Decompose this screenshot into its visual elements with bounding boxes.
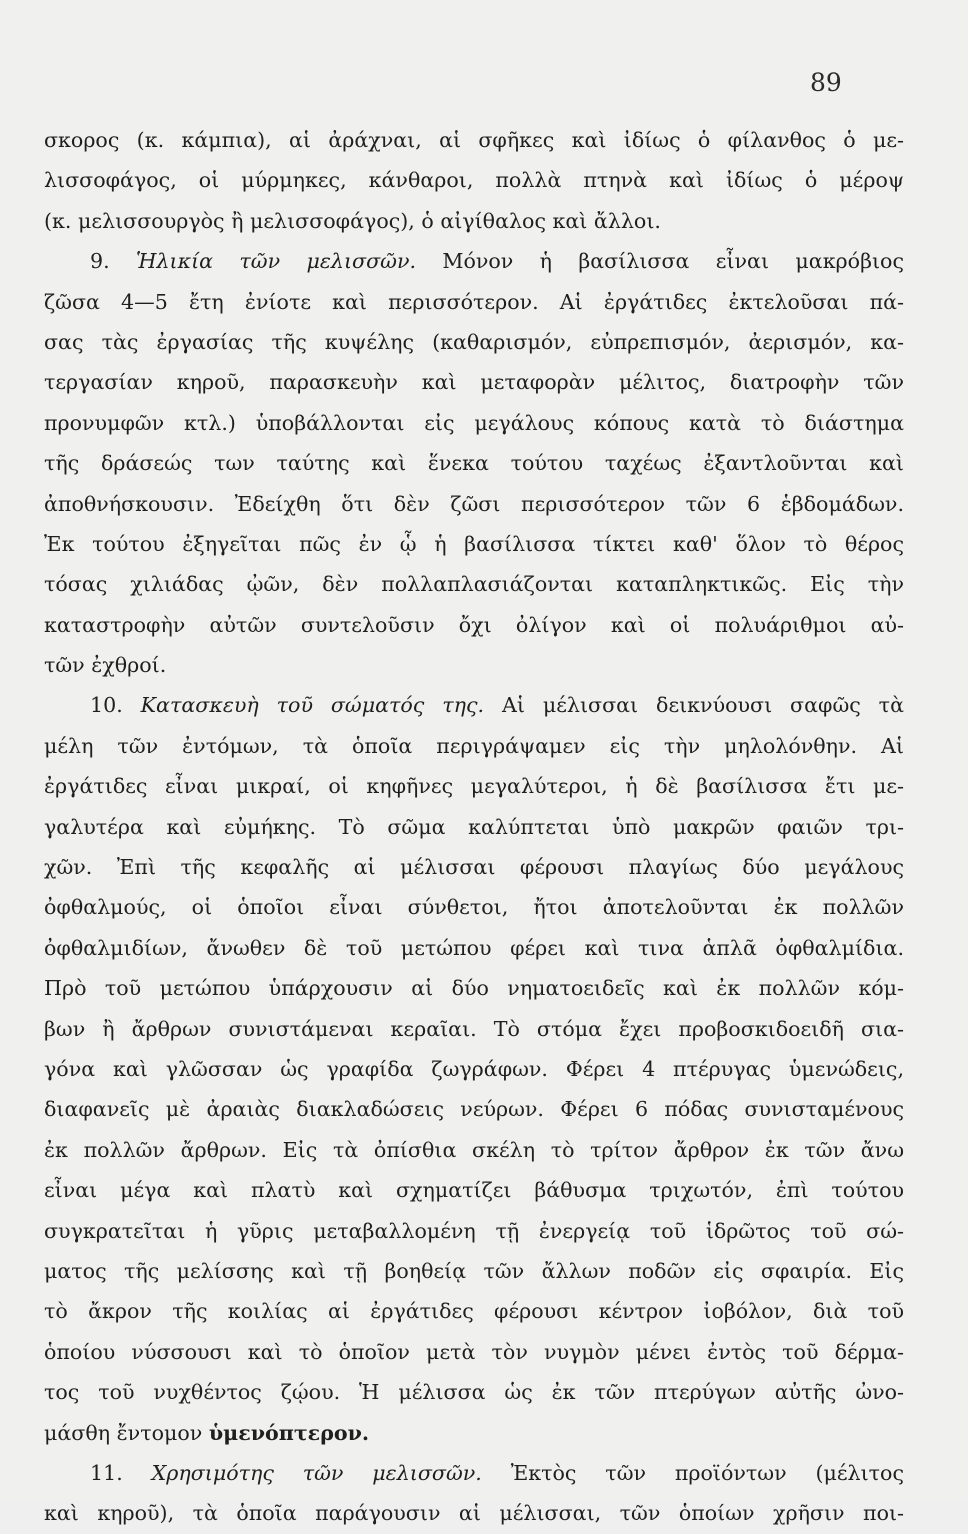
text-line xyxy=(44,403,904,443)
line-text: Αἱ μέλισσαι δεικνύουσι σαφῶς τὰ xyxy=(484,693,904,718)
text-line xyxy=(44,1291,904,1331)
section-heading: Ἡλικία τῶν μελισσῶν. xyxy=(136,249,417,274)
line-text: ματος τῆς μελίσσης καὶ τῇ βοηθείᾳ τῶν ἄλλων ποδῶν εἰς σφαιρία. Εἰς xyxy=(44,1258,904,1283)
text-line xyxy=(44,362,904,402)
text-line xyxy=(44,968,904,1008)
text-line xyxy=(44,645,904,685)
line-text: τεργασίαν κηροῦ, παρασκευὴν καὶ μεταφορὰν μέλιτος, διατροφὴν τῶν xyxy=(44,370,904,395)
text-line xyxy=(44,241,904,281)
line-text: (κ. μελισσουργὸς ἢ μελισσοφάγος), ὁ αἰγίθαλος καὶ ἄλλοι. xyxy=(44,208,661,233)
line-text: Ἐκτὸς τῶν προϊόντων (μέλιτος xyxy=(481,1460,904,1485)
page-text xyxy=(44,120,904,1534)
page-number: 89 xyxy=(810,68,842,97)
text-line xyxy=(44,847,904,887)
text-line xyxy=(44,524,904,564)
line-text: τὸ ἄκρον τῆς κοιλίας αἱ ἐργάτιδες φέρουσι κέντρον ἰοβόλον, διὰ τοῦ xyxy=(44,1299,904,1324)
line-text: τος τοῦ νυχθέντος ζῴου. Ἡ μέλισσα ὡς ἐκ τῶν πτερύγων αὐτῆς ὠνο- xyxy=(44,1380,904,1405)
text-line xyxy=(44,1089,904,1129)
line-text: βων ἢ ἄρθρων συνιστάμεναι κεραῖαι. Τὸ στόμα ἔχει προβοσκιδοειδῆ σια- xyxy=(44,1016,904,1041)
text-line xyxy=(44,807,904,847)
text-line xyxy=(44,201,904,241)
line-text: ὁποίου νύσσουσι καὶ τὸ ὁποῖον μετὰ τὸν νυγμὸν μένει ἐντὸς τοῦ δέρμα- xyxy=(44,1339,904,1364)
line-text: γόνα καὶ γλῶσσαν ὡς γραφίδα ζωγράφων. Φέρει 4 πτέρυγας ὑμενώδεις, xyxy=(44,1056,904,1081)
line-text: καὶ κηροῦ), τὰ ὁποῖα παράγουσιν αἱ μέλισσαι, τῶν ὁποίων χρῆσιν ποι- xyxy=(44,1501,904,1526)
text-line xyxy=(44,1413,904,1453)
text-line xyxy=(44,726,904,766)
line-text: μέλη τῶν ἐντόμων, τὰ ὁποῖα περιγράψαμεν εἰς τὴν μηλολόνθην. Αἱ xyxy=(44,733,904,758)
emphasized-term: ὑμενόπτερον. xyxy=(208,1420,370,1445)
line-text: Μόνον ἡ βασίλισσα εἶναι μακρόβιος xyxy=(416,249,904,274)
line-text: Ἐκ τούτου ἐξηγεῖται πῶς ἐν ᾧ ἡ βασίλισσα τίκτει καθ' ὅλον τὸ θέρος xyxy=(44,531,904,556)
line-text: ὀφθαλμούς, οἱ ὁποῖοι εἶναι σύνθετοι, ἤτοι ἀποτελοῦνται ἐκ πολλῶν xyxy=(44,895,904,920)
line-text: ἐκ πολλῶν ἄρθρων. Εἰς τὰ ὀπίσθια σκέλη τὸ τρίτον ἄρθρον ἐκ τῶν ἄνω xyxy=(44,1137,904,1162)
line-text: σκορος (κ. κάμπια), αἱ ἀράχναι, αἱ σφῆκες καὶ ἰδίως ὁ φίλανθος ὁ με- xyxy=(44,128,904,152)
line-text: γαλυτέρα καὶ εὐμήκης. Τὸ σῶμα καλύπτεται ὑπὸ μακρῶν φαιῶν τρι- xyxy=(44,814,904,839)
text-line xyxy=(44,887,904,927)
line-text: μάσθη ἔντομον xyxy=(44,1420,209,1445)
line-text: ὀφθαλμιδίων, ἄνωθεν δὲ τοῦ μετώπου φέρει καὶ τινα ἁπλᾶ ὀφθαλμίδια. xyxy=(44,935,904,960)
line-text: ἐργάτιδες εἶναι μικραί, οἱ κηφῆνες μεγαλύτεροι, ἡ δὲ βασίλισσα ἔτι με- xyxy=(44,774,904,799)
line-text: συγκρατεῖται ἡ γῦρις μεταβαλλομένη τῇ ἐνεργείᾳ τοῦ ἱδρῶτος τοῦ σώ- xyxy=(44,1218,904,1243)
text-line xyxy=(44,605,904,645)
line-text: καταστροφὴν αὐτῶν συντελοῦσιν ὄχι ὀλίγον καὶ οἱ πολυάριθμοι αὐ- xyxy=(44,612,904,637)
line-text: λισσοφάγος, οἱ μύρμηκες, κάνθαροι, πολλὰ πτηνὰ καὶ ἰδίως ὁ μέροψ xyxy=(44,168,904,193)
text-line xyxy=(44,1049,904,1089)
line-text: τῆς δράσεώς των ταύτης καὶ ἕνεκα τούτου ταχέως ἐξαντλοῦνται καὶ xyxy=(44,451,904,476)
text-line xyxy=(44,1332,904,1372)
line-text: χῶν. Ἐπὶ τῆς κεφαλῆς αἱ μέλισσαι φέρουσι πλαγίως δύο μεγάλους xyxy=(44,855,904,880)
text-line xyxy=(44,1453,904,1493)
section-heading: Χρησιμότης τῶν μελισσῶν. xyxy=(151,1460,482,1485)
section-number: 10. xyxy=(90,693,141,718)
line-text: ἀποθνήσκουσιν. Ἐδείχθη ὅτι δὲν ζῶσι περισσότερον τῶν 6 ἑβδομάδων. xyxy=(44,491,904,516)
line-text: τόσας χιλιάδας ᾠῶν, δὲν πολλαπλασιάζονται καταπληκτικῶς. Εἰς τὴν xyxy=(44,572,904,597)
text-line xyxy=(44,1170,904,1210)
line-text: τῶν ἐχθροί. xyxy=(44,653,167,678)
text-line xyxy=(44,322,904,362)
text-line xyxy=(44,1372,904,1412)
section-number: 11. xyxy=(90,1460,152,1485)
text-line xyxy=(44,1130,904,1170)
text-line xyxy=(44,1493,904,1533)
line-text: Πρὸ τοῦ μετώπου ὑπάρχουσιν αἱ δύο νηματοειδεῖς καὶ ἐκ πολλῶν κόμ- xyxy=(44,976,904,1001)
text-line xyxy=(44,1009,904,1049)
text-line xyxy=(44,282,904,322)
text-line xyxy=(44,160,904,200)
text-line xyxy=(44,564,904,604)
text-line xyxy=(44,928,904,968)
line-text: ζῶσα 4—5 ἔτη ἐνίοτε καὶ περισσότερον. Αἱ ἐργάτιδες ἐκτελοῦσαι πά- xyxy=(44,289,904,314)
section-number: 9. xyxy=(90,249,137,274)
text-line xyxy=(44,484,904,524)
text-line xyxy=(44,1211,904,1251)
text-line xyxy=(44,443,904,483)
text-line xyxy=(44,120,904,160)
line-text: διαφανεῖς μὲ ἀραιὰς διακλαδώσεις νεύρων. Φέρει 6 πόδας συνισταμένους xyxy=(44,1097,904,1122)
text-line xyxy=(44,766,904,806)
text-line xyxy=(44,1251,904,1291)
line-text: σας τὰς ἐργασίας τῆς κυψέλης (καθαρισμόν, εὐπρεπισμόν, ἀερισμόν, κα- xyxy=(44,329,904,354)
text-line xyxy=(44,685,904,725)
section-heading: Κατασκευὴ τοῦ σώματός της. xyxy=(140,693,485,718)
line-text: εἶναι μέγα καὶ πλατὺ καὶ σχηματίζει βάθυσμα τριχωτόν, ἐπὶ τούτου xyxy=(44,1178,904,1203)
line-text: προνυμφῶν κτλ.) ὑποβάλλονται εἰς μεγάλους κόπους κατὰ τὸ διάστημα xyxy=(44,410,904,435)
